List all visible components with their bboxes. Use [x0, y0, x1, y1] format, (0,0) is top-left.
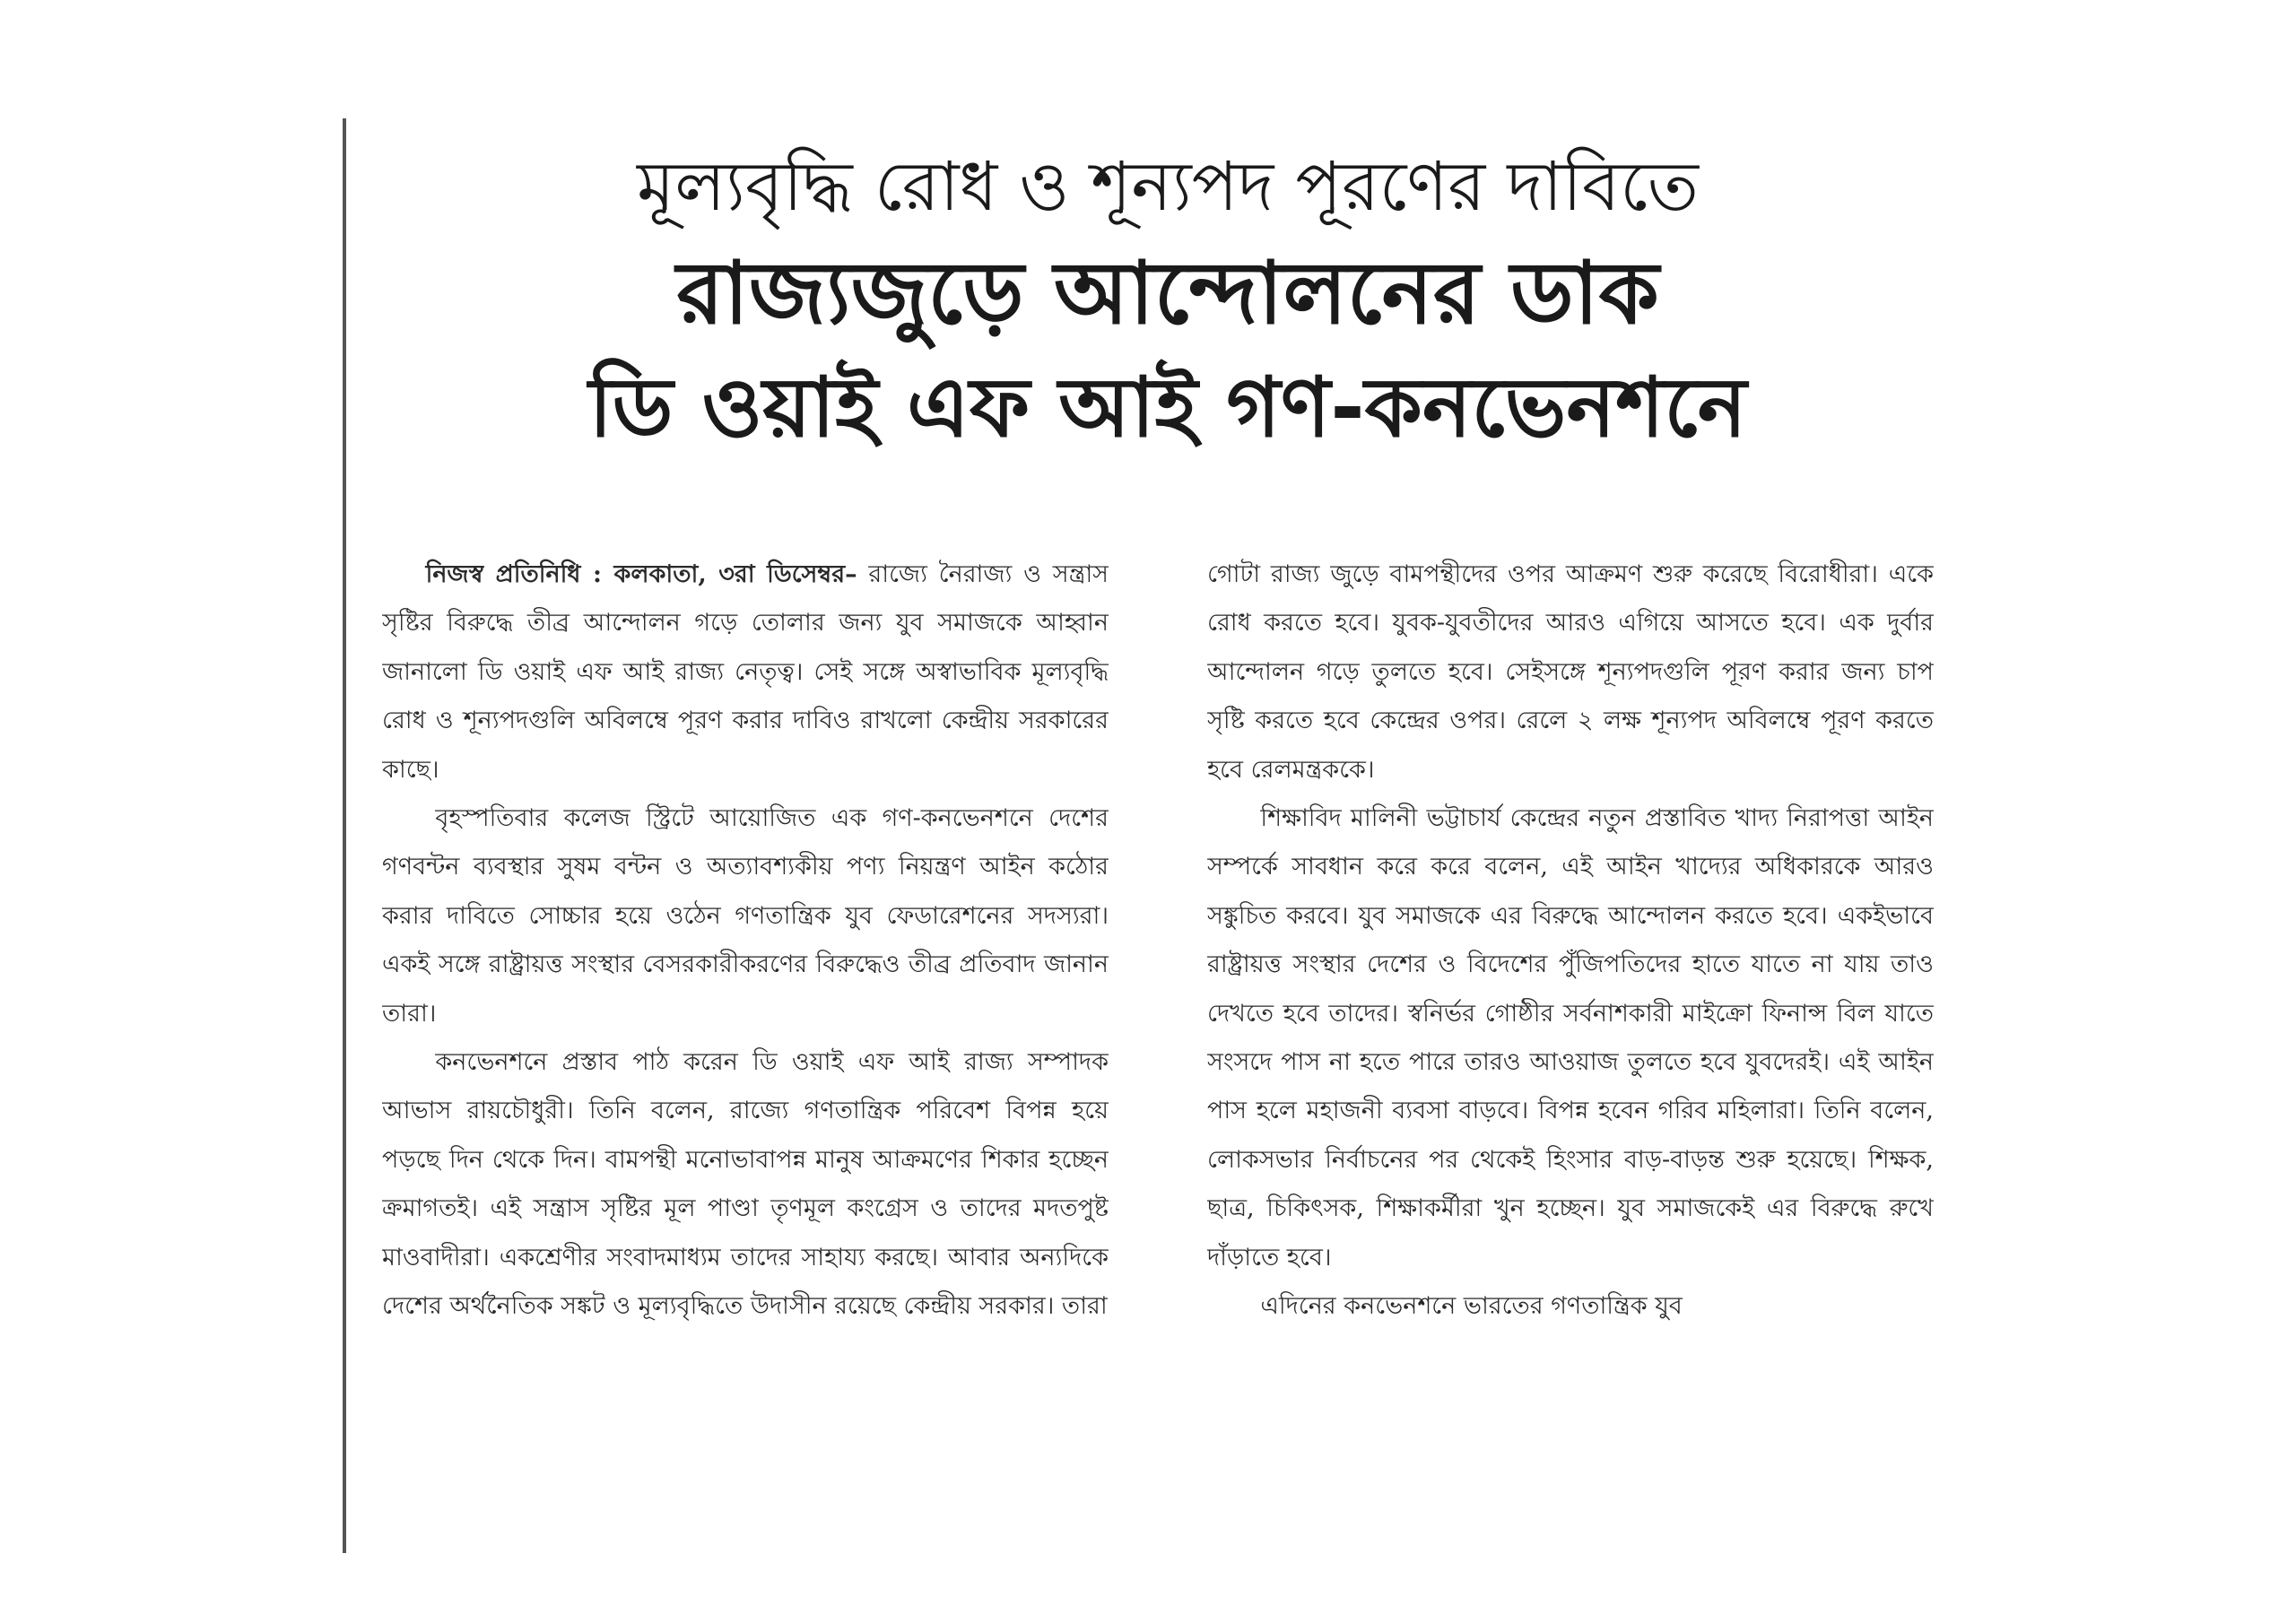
- headline-line-1: মূল্যবৃদ্ধি রোধ ও শূন্যপদ পূরণের দাবিতে: [637, 146, 1699, 226]
- article-paragraph: গোটা রাজ্য জুড়ে বামপন্থীদের ওপর আক্রমণ শুরু করেছে বিরোধীরা। একে রোধ করতে হবে। যুবক-যুবতীদের আরও এগিয়ে আসতে হবে। এক দুর্বার আন্দোলন গড়ে তুলতে হবে। সেইসঙ্গে শূন্যপদগুলি পূরণ করার জন্য চাপ সৃষ্টি করতে হবে কেন্দ্রের ওপর। রেলে ২ লক্ষ শূন্যপদ অবিলম্বে পূরণ করতে হবে রেলমন্ত্রককে।: [1207, 560, 1934, 784]
- news-clipping: [343, 118, 1975, 1553]
- article-paragraph: শিক্ষাবিদ মালিনী ভট্টাচার্য কেন্দ্রের নতুন প্রস্তাবিত খাদ্য নিরাপত্তা আইন সম্পর্কে সাবধান করে করে বলেন, এই আইন খাদ্যের অধিকারকে আরও সঙ্কুচিত করবে। যুব সমাজকে এর বিরুদ্ধে আন্দোলন করতে হবে। একইভাবে রাষ্ট্রায়ত্ত সংস্থার দেশের ও বিদেশের পুঁজিপতিদের হাতে যাতে না যায় তাও দেখতে হবে তাদের। স্বনির্ভর গোষ্ঠীর সর্বনাশকারী মাইক্রো ফিনান্স বিল যাতে সংসদে পাস না হতে পারে তারও আওয়াজ তুলতে হবে যুবদেরই। এই আইন পাস হলে মহাজনী ব্যবসা বাড়বে। বিপন্ন হবেন গরিব মহিলারা। তিনি বলেন, লোকসভার নির্বাচনের পর থেকেই হিংসার বাড়-বাড়ন্ত শুরু হয়েছে। শিক্ষক, ছাত্র, চিকিৎসক, শিক্ষাকর্মীরা খুন হচ্ছেন। যুব সমাজকেই এর বিরুদ্ধে রুখে দাঁড়াতে হবে।: [1207, 804, 1934, 1271]
- column-rule: [343, 118, 346, 1553]
- article-paragraph: কনভেনশনে প্রস্তাব পাঠ করেন ডি ওয়াই এফ আই রাজ্য সম্পাদক আভাস রায়চৌধুরী। তিনি বলেন, রাজ্যে গণতান্ত্রিক পরিবেশ বিপন্ন হয়ে পড়ছে দিন থেকে দিন। বামপন্থী মনোভাবাপন্ন মানুষ আক্রমণের শিকার হচ্ছেন ক্রমাগতই। এই সন্ত্রাস সৃষ্টির মূল পাণ্ডা তৃণমূল কংগ্রেস ও তাদের মদতপুষ্ট মাওবাদীরা। একশ্রেণীর সংবাদমাধ্যম তাদের সাহায্য করছে। আবার অন্যদিকে দেশের অর্থনৈতিক সঙ্কট ও মূল্যবৃদ্ধিতে উদাসীন রয়েছে কেন্দ্রীয় সরকার। তারা: [382, 1048, 1109, 1321]
- article-paragraph: বৃহস্পতিবার কলেজ স্ট্রিটে আয়োজিত এক গণ-কনভেনশনে দেশের গণবন্টন ব্যবস্থার সুষম বন্টন ও অত্যাবশ্যকীয় পণ্য নিয়ন্ত্রণ আইন কঠোর করার দাবিতে সোচ্চার হয়ে ওঠেন গণতান্ত্রিক যুব ফেডারেশনের সদস্যরা। একই সঙ্গে রাষ্ট্রায়ত্ত সংস্থার বেসরকারীকরণের বিরুদ্ধেও তীব্র প্রতিবাদ জানান তারা।: [382, 804, 1109, 1028]
- paragraph-text: রাজ্যে নৈরাজ্য ও সন্ত্রাস সৃষ্টির বিরুদ্ধে তীব্র আন্দোলন গড়ে তোলার জন্য যুব সমাজকে আহ্বান জানালো ডি ওয়াই এফ আই রাজ্য নেতৃত্ব। সেই সঙ্গে অস্বাভাবিক মূল্যবৃদ্ধি রোধ ও শূন্যপদগুলি অবিলম্বে পূরণ করার দাবিও রাখলো কেন্দ্রীয় সরকারের কাছে।: [382, 560, 1109, 784]
- article-column-1: [382, 551, 1109, 1537]
- headline-line-2: রাজ্যজুড়ে আন্দোলনের ডাক: [676, 243, 1659, 343]
- dateline: নিজস্ব প্রতিনিধি : কলকাতা, ৩রা ডিসেম্বর–: [425, 560, 857, 588]
- article-paragraph: এদিনের কনভেনশনে ভারতের গণতান্ত্রিক যুব: [1260, 1292, 1683, 1321]
- headline: [361, 118, 1975, 464]
- article-body: [382, 551, 1938, 1537]
- article-column-2: [1207, 551, 1934, 1537]
- headline-line-3: ডি ওয়াই এফ আই গণ-কনভেনশনে: [588, 360, 1747, 456]
- article-paragraph: [382, 551, 1109, 794]
